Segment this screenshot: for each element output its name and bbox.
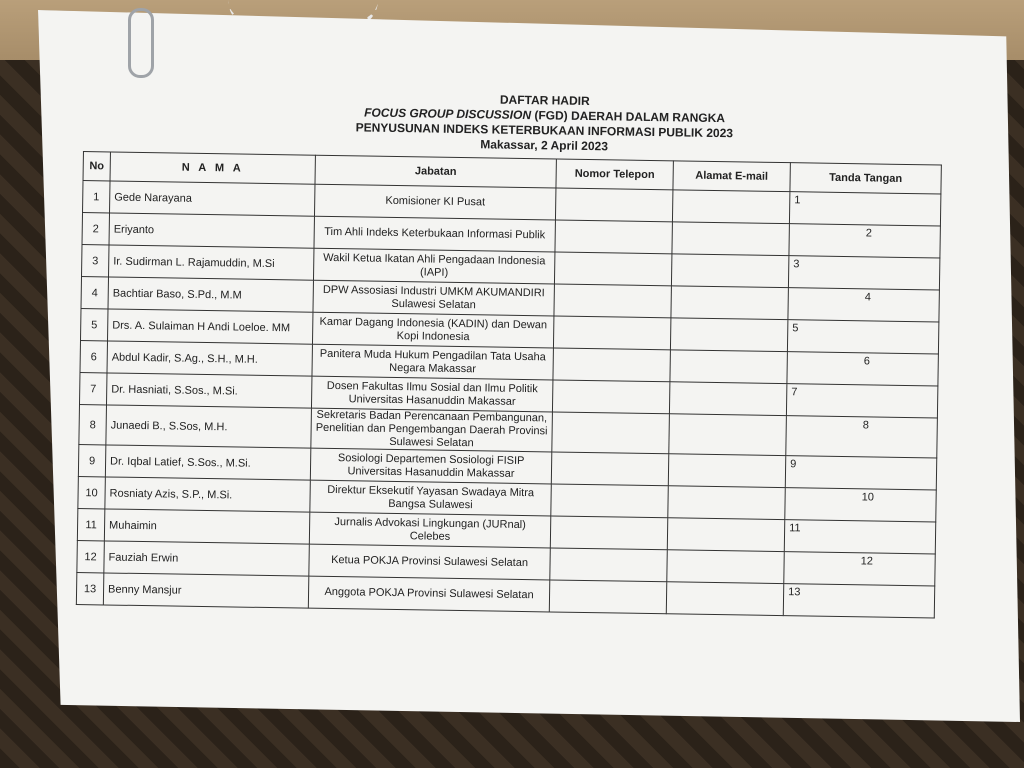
row-telepon: [551, 452, 668, 486]
row-jabatan: Komisioner KI Pusat: [314, 184, 555, 220]
row-email: [669, 382, 786, 416]
table-body: [76, 181, 941, 618]
row-telepon: [549, 580, 666, 614]
row-jabatan: Tim Ahli Indeks Keterbukaan Informasi Publik: [314, 216, 555, 252]
row-tanda-tangan: [787, 320, 938, 354]
row-tanda-tangan: [788, 288, 939, 322]
place-date: Makassar, 2 April 2023: [480, 137, 609, 154]
document-heading: [99, 86, 990, 160]
row-email: [672, 222, 789, 256]
row-jabatan: Jurnalis Advokasi Lingkungan (JURnal) Celebes: [309, 512, 550, 548]
row-nama: Gede Narayana: [110, 181, 315, 216]
row-number: 6: [80, 341, 107, 373]
row-telepon: [554, 252, 671, 286]
row-number: 3: [82, 245, 109, 277]
row-email: [672, 190, 789, 224]
row-telepon: [553, 348, 670, 382]
row-number: 7: [79, 373, 106, 405]
row-telepon: [555, 220, 672, 254]
header-telepon: Nomor Telepon: [556, 159, 673, 190]
signature-number: 6: [863, 355, 870, 368]
row-email: [667, 518, 784, 552]
row-email: [668, 454, 785, 488]
row-jabatan: Wakil Ketua Ikatan Ahli Pengadaan Indonesia (IAPI): [313, 248, 554, 284]
row-number: 1: [83, 181, 110, 213]
row-nama: Drs. A. Sulaiman H Andi Loeloe. MM: [107, 309, 312, 344]
signature-number: 10: [861, 491, 874, 504]
signature-number: 9: [790, 458, 797, 471]
row-jabatan: Dosen Fakultas Ilmu Sosial dan Ilmu Politik Universitas Hasanuddin Makassar: [311, 376, 552, 412]
subtitle-italic: FOCUS GROUP DISCUSSION: [364, 105, 532, 123]
row-jabatan: Sosiologi Departemen Sosiologi FISIP Universitas Hasanuddin Makassar: [310, 448, 551, 484]
header-no: No: [83, 152, 110, 181]
subtitle-rest: (FGD) DAERAH DALAM RANGKA: [530, 108, 726, 126]
header-jabatan: Jabatan: [315, 155, 556, 188]
row-number: 9: [78, 445, 105, 477]
signature-number: 4: [864, 291, 871, 304]
row-nama: Abdul Kadir, S.Ag., S.H., M.H.: [107, 341, 312, 376]
signature-number: 2: [865, 227, 873, 240]
row-jabatan: Ketua POKJA Provinsi Sulawesi Selatan: [309, 544, 550, 580]
signature-number: 11: [789, 522, 801, 535]
row-nama: Muhaimin: [104, 509, 309, 544]
row-tanda-tangan: [784, 520, 935, 554]
signature-number: 3: [793, 258, 800, 271]
row-jabatan: Sekretaris Badan Perencanaan Pembangunan, Penelitian dan Pengembangan Daerah Provinsi Sulawesi Selatan: [311, 408, 553, 452]
row-email: [667, 550, 784, 584]
row-tanda-tangan: [783, 584, 934, 618]
row-nama: Junaedi B., S.Sos, M.H.: [106, 405, 312, 448]
row-nama: Dr. Hasniati, S.Sos., M.Si.: [106, 373, 311, 408]
row-nama: Ir. Sudirman L. Rajamuddin, M.Si: [109, 245, 314, 280]
header-tanda-tangan: Tanda Tangan: [790, 163, 941, 194]
row-telepon: [553, 316, 670, 350]
row-tanda-tangan: [789, 192, 940, 226]
signature-number: 13: [788, 586, 801, 599]
attendance-table: [76, 151, 942, 618]
row-email: [668, 486, 785, 520]
row-nama: Dr. Iqbal Latief, S.Sos., M.Si.: [105, 445, 310, 480]
document-subtitle-line2: PENYUSUNAN INDEKS KETERBUKAAN INFORMASI PUBLIK 2023: [355, 120, 734, 141]
row-email: [671, 254, 788, 288]
header-email: Alamat E-mail: [673, 161, 790, 192]
row-nama: Eriyanto: [109, 213, 314, 248]
row-jabatan: Anggota POKJA Provinsi Sulawesi Selatan: [308, 576, 549, 612]
row-telepon: [552, 412, 670, 454]
row-number: 8: [79, 405, 107, 445]
row-email: [671, 286, 788, 320]
signature-number: 1: [794, 194, 801, 207]
row-tanda-tangan: [787, 352, 938, 386]
row-tanda-tangan: [785, 488, 936, 522]
row-nama: Rosniaty Azis, S.P., M.Si.: [105, 477, 310, 512]
row-email: [669, 414, 787, 456]
row-number: 13: [76, 573, 103, 605]
row-email: [670, 350, 787, 384]
row-telepon: [550, 516, 667, 550]
row-jabatan: Direktur Eksekutif Yayasan Swadaya Mitra Bangsa Sulawesi: [310, 480, 551, 516]
row-tanda-tangan: [785, 456, 936, 490]
row-jabatan: DPW Assosiasi Industri UMKM AKUMANDIRI Sulawesi Selatan: [313, 280, 554, 316]
row-tanda-tangan: [789, 224, 940, 258]
signature-number: 8: [862, 419, 869, 432]
document-title: DAFTAR HADIR: [499, 92, 590, 109]
row-telepon: [552, 380, 669, 414]
paper-clip-icon: [128, 8, 154, 78]
row-nama: Fauziah Erwin: [104, 541, 309, 576]
attendance-document: [71, 86, 990, 660]
row-jabatan: Kamar Dagang Indonesia (KADIN) dan Dewan Kopi Indonesia: [312, 312, 553, 348]
row-tanda-tangan: [786, 416, 938, 458]
row-number: 11: [77, 509, 104, 541]
row-telepon: [555, 188, 672, 222]
row-telepon: [551, 484, 668, 518]
row-jabatan: Panitera Muda Hukum Pengadilan Tata Usaha Negara Makassar: [312, 344, 553, 380]
row-number: 2: [82, 213, 109, 245]
row-number: 4: [81, 277, 108, 309]
row-number: 12: [77, 541, 104, 573]
row-email: [666, 582, 783, 616]
row-telepon: [550, 548, 667, 582]
row-number: 5: [81, 309, 108, 341]
row-number: 10: [78, 477, 105, 509]
signature-number: 7: [791, 386, 798, 399]
header-nama: N A M A: [110, 152, 315, 184]
row-nama: Benny Mansjur: [103, 573, 308, 608]
row-tanda-tangan: [786, 384, 937, 418]
row-nama: Bachtiar Baso, S.Pd., M.M: [108, 277, 313, 312]
row-tanda-tangan: [788, 256, 939, 290]
row-telepon: [554, 284, 671, 318]
signature-number: 5: [792, 322, 799, 335]
row-email: [670, 318, 787, 352]
row-tanda-tangan: [784, 552, 935, 586]
signature-number: 12: [860, 555, 873, 568]
